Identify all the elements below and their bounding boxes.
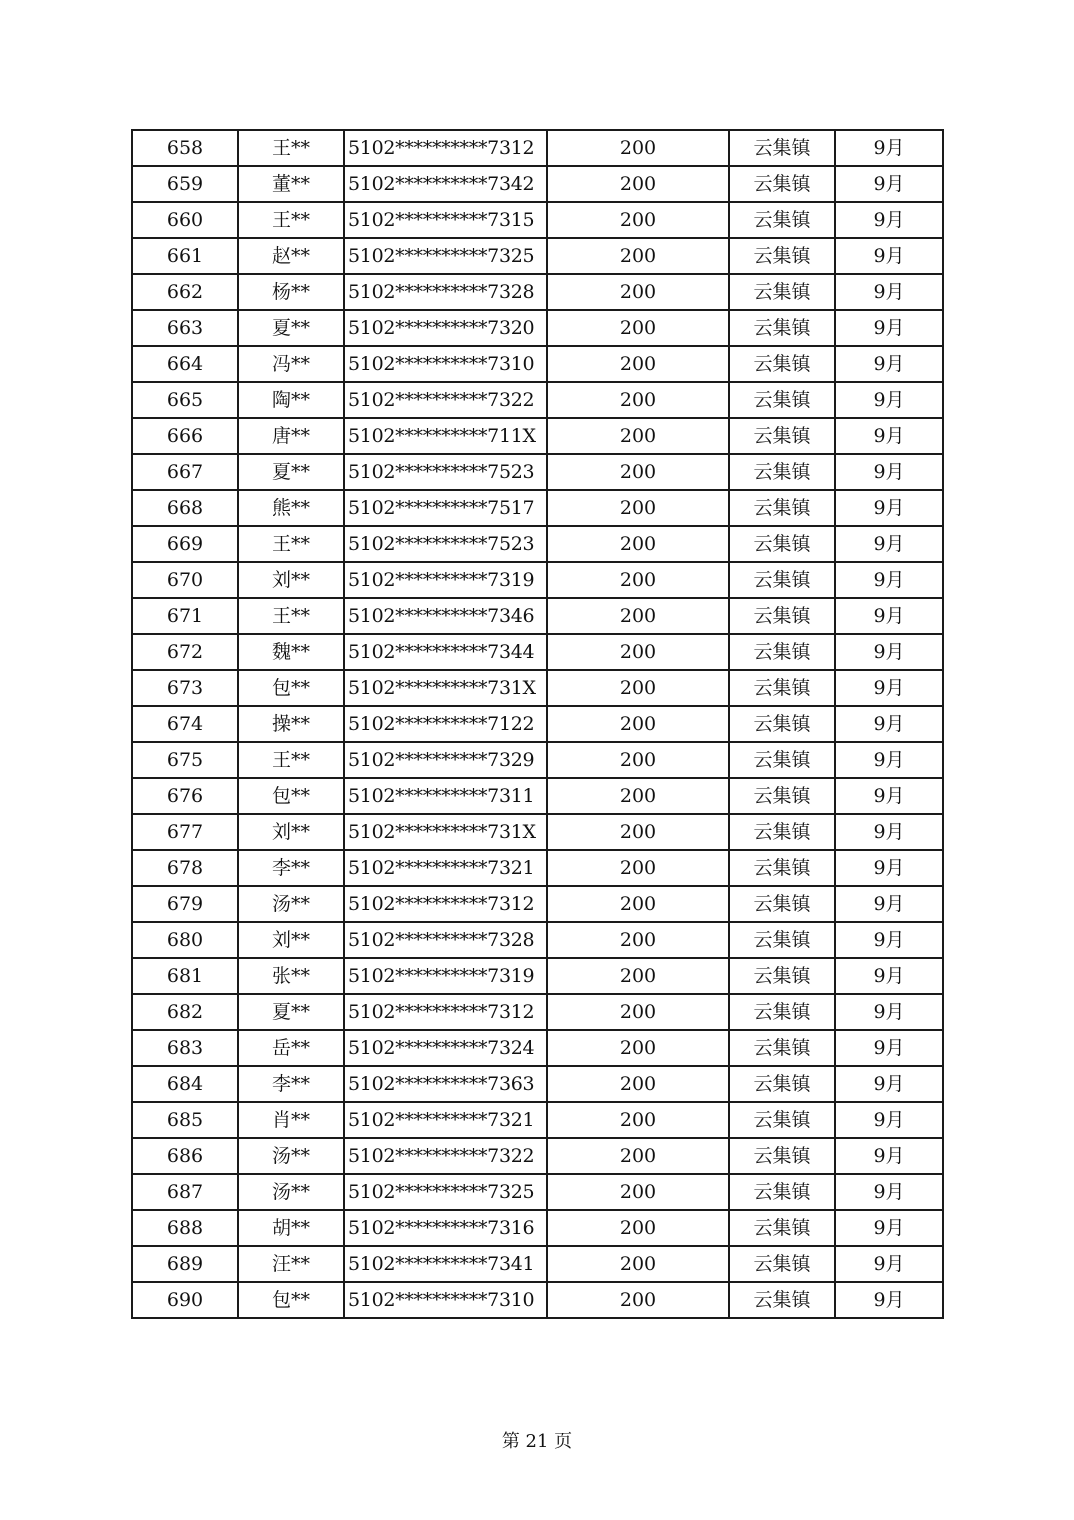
cell-name: 王**: [238, 526, 344, 562]
cell-name: 岳**: [238, 1030, 344, 1066]
cell-amount: 200: [547, 1210, 729, 1246]
table-row: [132, 454, 943, 490]
cell-amount: 200: [547, 814, 729, 850]
cell-id-number: 5102**********7315: [344, 202, 547, 238]
cell-id-number: 5102**********7312: [344, 886, 547, 922]
cell-id-number: 5102**********7325: [344, 1174, 547, 1210]
cell-month: 9月: [835, 742, 943, 778]
table-row: [132, 742, 943, 778]
cell-amount: 200: [547, 634, 729, 670]
cell-town: 云集镇: [729, 670, 835, 706]
cell-serial-number: 662: [132, 274, 238, 310]
table-row: [132, 346, 943, 382]
cell-amount: 200: [547, 202, 729, 238]
table-row: [132, 994, 943, 1030]
cell-id-number: 5102**********7310: [344, 346, 547, 382]
table-row: [132, 1066, 943, 1102]
cell-month: 9月: [835, 238, 943, 274]
cell-amount: 200: [547, 346, 729, 382]
cell-month: 9月: [835, 994, 943, 1030]
cell-amount: 200: [547, 850, 729, 886]
cell-serial-number: 664: [132, 346, 238, 382]
cell-month: 9月: [835, 1174, 943, 1210]
cell-amount: 200: [547, 1102, 729, 1138]
cell-serial-number: 670: [132, 562, 238, 598]
cell-town: 云集镇: [729, 526, 835, 562]
cell-id-number: 5102**********7328: [344, 274, 547, 310]
cell-town: 云集镇: [729, 634, 835, 670]
cell-id-number: 5102**********7341: [344, 1246, 547, 1282]
cell-name: 汤**: [238, 1174, 344, 1210]
cell-town: 云集镇: [729, 598, 835, 634]
cell-town: 云集镇: [729, 1138, 835, 1174]
cell-month: 9月: [835, 634, 943, 670]
cell-id-number: 5102**********7312: [344, 130, 547, 166]
cell-name: 王**: [238, 598, 344, 634]
table-row: [132, 202, 943, 238]
cell-id-number: 5102**********7344: [344, 634, 547, 670]
table-row: [132, 706, 943, 742]
cell-name: 夏**: [238, 454, 344, 490]
cell-id-number: 5102**********7320: [344, 310, 547, 346]
cell-id-number: 5102**********7342: [344, 166, 547, 202]
cell-serial-number: 660: [132, 202, 238, 238]
cell-amount: 200: [547, 418, 729, 454]
table-row: [132, 418, 943, 454]
table-row: [132, 1138, 943, 1174]
cell-id-number: 5102**********7329: [344, 742, 547, 778]
cell-month: 9月: [835, 958, 943, 994]
cell-name: 包**: [238, 670, 344, 706]
cell-serial-number: 677: [132, 814, 238, 850]
cell-month: 9月: [835, 1210, 943, 1246]
cell-amount: 200: [547, 526, 729, 562]
cell-id-number: 5102**********731X: [344, 670, 547, 706]
table-row: [132, 634, 943, 670]
cell-name: 汪**: [238, 1246, 344, 1282]
cell-serial-number: 683: [132, 1030, 238, 1066]
cell-serial-number: 663: [132, 310, 238, 346]
cell-month: 9月: [835, 1030, 943, 1066]
cell-name: 李**: [238, 850, 344, 886]
table-row: [132, 1102, 943, 1138]
cell-name: 刘**: [238, 922, 344, 958]
cell-town: 云集镇: [729, 310, 835, 346]
cell-month: 9月: [835, 1282, 943, 1318]
cell-name: 陶**: [238, 382, 344, 418]
cell-id-number: 5102**********7324: [344, 1030, 547, 1066]
cell-town: 云集镇: [729, 1066, 835, 1102]
cell-amount: 200: [547, 598, 729, 634]
cell-town: 云集镇: [729, 1282, 835, 1318]
cell-town: 云集镇: [729, 1102, 835, 1138]
cell-serial-number: 667: [132, 454, 238, 490]
cell-town: 云集镇: [729, 274, 835, 310]
cell-town: 云集镇: [729, 346, 835, 382]
cell-town: 云集镇: [729, 130, 835, 166]
cell-town: 云集镇: [729, 1210, 835, 1246]
cell-id-number: 5102**********7517: [344, 490, 547, 526]
cell-serial-number: 682: [132, 994, 238, 1030]
table-row: [132, 310, 943, 346]
cell-town: 云集镇: [729, 742, 835, 778]
cell-name: 张**: [238, 958, 344, 994]
table-row: [132, 922, 943, 958]
cell-town: 云集镇: [729, 922, 835, 958]
cell-name: 王**: [238, 742, 344, 778]
cell-month: 9月: [835, 1066, 943, 1102]
cell-serial-number: 661: [132, 238, 238, 274]
cell-month: 9月: [835, 310, 943, 346]
cell-name: 熊**: [238, 490, 344, 526]
table-row: [132, 526, 943, 562]
cell-month: 9月: [835, 922, 943, 958]
cell-amount: 200: [547, 778, 729, 814]
cell-name: 李**: [238, 1066, 344, 1102]
cell-id-number: 5102**********731X: [344, 814, 547, 850]
cell-month: 9月: [835, 346, 943, 382]
cell-serial-number: 687: [132, 1174, 238, 1210]
cell-town: 云集镇: [729, 382, 835, 418]
cell-amount: 200: [547, 1066, 729, 1102]
cell-serial-number: 675: [132, 742, 238, 778]
cell-town: 云集镇: [729, 814, 835, 850]
cell-name: 包**: [238, 1282, 344, 1318]
cell-id-number: 5102**********7122: [344, 706, 547, 742]
cell-amount: 200: [547, 238, 729, 274]
table-row: [132, 670, 943, 706]
cell-town: 云集镇: [729, 994, 835, 1030]
cell-month: 9月: [835, 490, 943, 526]
cell-serial-number: 674: [132, 706, 238, 742]
cell-id-number: 5102**********7321: [344, 850, 547, 886]
cell-name: 唐**: [238, 418, 344, 454]
cell-name: 夏**: [238, 310, 344, 346]
subsidy-table: [131, 129, 944, 1319]
table-row: [132, 1030, 943, 1066]
cell-month: 9月: [835, 814, 943, 850]
cell-id-number: 5102**********7523: [344, 526, 547, 562]
cell-month: 9月: [835, 850, 943, 886]
cell-amount: 200: [547, 670, 729, 706]
cell-name: 胡**: [238, 1210, 344, 1246]
cell-id-number: 5102**********7321: [344, 1102, 547, 1138]
cell-town: 云集镇: [729, 850, 835, 886]
cell-serial-number: 671: [132, 598, 238, 634]
cell-serial-number: 678: [132, 850, 238, 886]
cell-amount: 200: [547, 1030, 729, 1066]
table-row: [132, 814, 943, 850]
cell-town: 云集镇: [729, 454, 835, 490]
cell-name: 刘**: [238, 814, 344, 850]
cell-id-number: 5102**********7316: [344, 1210, 547, 1246]
cell-id-number: 5102**********7310: [344, 1282, 547, 1318]
cell-month: 9月: [835, 778, 943, 814]
cell-month: 9月: [835, 706, 943, 742]
cell-name: 包**: [238, 778, 344, 814]
cell-amount: 200: [547, 1246, 729, 1282]
cell-amount: 200: [547, 562, 729, 598]
cell-name: 赵**: [238, 238, 344, 274]
cell-month: 9月: [835, 202, 943, 238]
cell-amount: 200: [547, 274, 729, 310]
table-row: [132, 1246, 943, 1282]
cell-town: 云集镇: [729, 202, 835, 238]
table-body: [132, 130, 943, 1318]
cell-id-number: 5102**********7523: [344, 454, 547, 490]
cell-amount: 200: [547, 490, 729, 526]
cell-town: 云集镇: [729, 418, 835, 454]
cell-serial-number: 676: [132, 778, 238, 814]
cell-town: 云集镇: [729, 958, 835, 994]
table-row: [132, 886, 943, 922]
cell-town: 云集镇: [729, 1030, 835, 1066]
cell-serial-number: 685: [132, 1102, 238, 1138]
table-row: [132, 1210, 943, 1246]
table-row: [132, 958, 943, 994]
cell-amount: 200: [547, 130, 729, 166]
table-row: [132, 598, 943, 634]
cell-amount: 200: [547, 886, 729, 922]
cell-amount: 200: [547, 166, 729, 202]
cell-serial-number: 665: [132, 382, 238, 418]
cell-town: 云集镇: [729, 886, 835, 922]
cell-serial-number: 668: [132, 490, 238, 526]
cell-amount: 200: [547, 958, 729, 994]
cell-amount: 200: [547, 742, 729, 778]
cell-amount: 200: [547, 1138, 729, 1174]
cell-month: 9月: [835, 418, 943, 454]
table-row: [132, 490, 943, 526]
table-row: [132, 850, 943, 886]
cell-id-number: 5102**********7325: [344, 238, 547, 274]
cell-name: 汤**: [238, 886, 344, 922]
cell-serial-number: 681: [132, 958, 238, 994]
cell-name: 董**: [238, 166, 344, 202]
page-number: 第 21 页: [501, 1431, 573, 1452]
cell-serial-number: 672: [132, 634, 238, 670]
cell-town: 云集镇: [729, 706, 835, 742]
table-row: [132, 382, 943, 418]
cell-town: 云集镇: [729, 562, 835, 598]
cell-id-number: 5102**********7319: [344, 958, 547, 994]
cell-month: 9月: [835, 382, 943, 418]
cell-amount: 200: [547, 310, 729, 346]
cell-name: 王**: [238, 130, 344, 166]
cell-serial-number: 684: [132, 1066, 238, 1102]
cell-month: 9月: [835, 562, 943, 598]
cell-name: 汤**: [238, 1138, 344, 1174]
cell-id-number: 5102**********7312: [344, 994, 547, 1030]
cell-month: 9月: [835, 1246, 943, 1282]
cell-id-number: 5102**********7363: [344, 1066, 547, 1102]
cell-name: 肖**: [238, 1102, 344, 1138]
cell-amount: 200: [547, 922, 729, 958]
cell-name: 刘**: [238, 562, 344, 598]
cell-month: 9月: [835, 166, 943, 202]
cell-amount: 200: [547, 1282, 729, 1318]
cell-month: 9月: [835, 1102, 943, 1138]
table-row: [132, 562, 943, 598]
cell-serial-number: 689: [132, 1246, 238, 1282]
cell-town: 云集镇: [729, 490, 835, 526]
cell-town: 云集镇: [729, 238, 835, 274]
cell-id-number: 5102**********7322: [344, 1138, 547, 1174]
cell-id-number: 5102**********711X: [344, 418, 547, 454]
cell-town: 云集镇: [729, 778, 835, 814]
cell-name: 夏**: [238, 994, 344, 1030]
cell-amount: 200: [547, 706, 729, 742]
cell-amount: 200: [547, 382, 729, 418]
cell-month: 9月: [835, 1138, 943, 1174]
cell-id-number: 5102**********7322: [344, 382, 547, 418]
cell-serial-number: 688: [132, 1210, 238, 1246]
cell-id-number: 5102**********7328: [344, 922, 547, 958]
cell-serial-number: 680: [132, 922, 238, 958]
cell-serial-number: 669: [132, 526, 238, 562]
cell-name: 魏**: [238, 634, 344, 670]
cell-month: 9月: [835, 886, 943, 922]
cell-name: 杨**: [238, 274, 344, 310]
cell-serial-number: 690: [132, 1282, 238, 1318]
cell-town: 云集镇: [729, 166, 835, 202]
table-row: [132, 1174, 943, 1210]
cell-month: 9月: [835, 670, 943, 706]
cell-serial-number: 686: [132, 1138, 238, 1174]
cell-id-number: 5102**********7346: [344, 598, 547, 634]
cell-town: 云集镇: [729, 1174, 835, 1210]
cell-serial-number: 673: [132, 670, 238, 706]
cell-serial-number: 658: [132, 130, 238, 166]
cell-serial-number: 666: [132, 418, 238, 454]
cell-name: 王**: [238, 202, 344, 238]
cell-amount: 200: [547, 994, 729, 1030]
cell-amount: 200: [547, 454, 729, 490]
cell-town: 云集镇: [729, 1246, 835, 1282]
cell-amount: 200: [547, 1174, 729, 1210]
table-row: [132, 274, 943, 310]
cell-name: 冯**: [238, 346, 344, 382]
table-row: [132, 1282, 943, 1318]
table-row: [132, 238, 943, 274]
table-row: [132, 166, 943, 202]
cell-month: 9月: [835, 130, 943, 166]
cell-serial-number: 659: [132, 166, 238, 202]
cell-month: 9月: [835, 526, 943, 562]
table-row: [132, 130, 943, 166]
cell-month: 9月: [835, 274, 943, 310]
cell-id-number: 5102**********7311: [344, 778, 547, 814]
cell-month: 9月: [835, 454, 943, 490]
cell-serial-number: 679: [132, 886, 238, 922]
table-row: [132, 778, 943, 814]
cell-month: 9月: [835, 598, 943, 634]
cell-name: 操**: [238, 706, 344, 742]
cell-id-number: 5102**********7319: [344, 562, 547, 598]
